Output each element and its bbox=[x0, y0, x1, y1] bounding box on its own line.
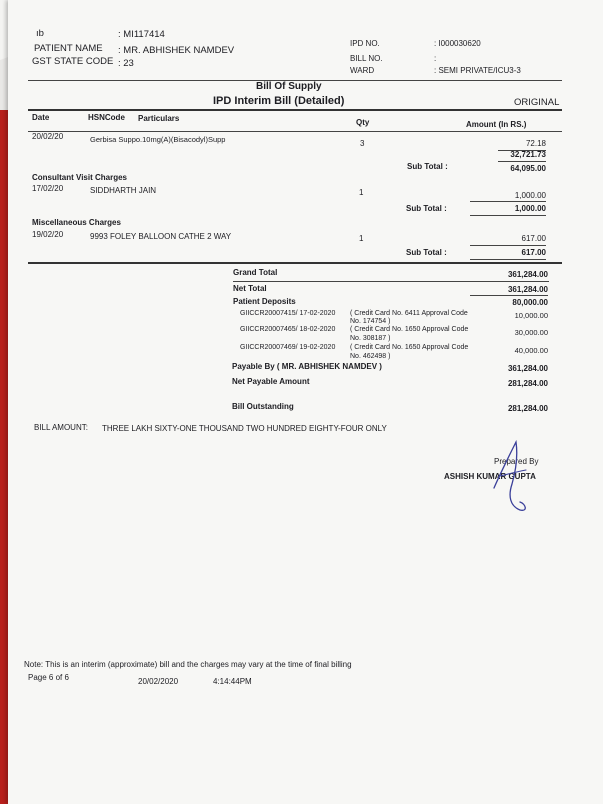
section-heading: Miscellaneous Charges bbox=[32, 218, 121, 227]
column-rule bbox=[28, 131, 562, 132]
item-qty: 1 bbox=[359, 234, 364, 243]
gst-state-code-value: : 23 bbox=[118, 58, 134, 69]
section-end-rule bbox=[28, 262, 562, 264]
item-qty: 1 bbox=[359, 188, 364, 197]
patient-name-label: PATIENT NAME bbox=[34, 43, 103, 54]
item-amount: 617.00 bbox=[521, 234, 546, 243]
patient-deposits-value: 80,000.00 bbox=[512, 298, 548, 307]
uhid-value: : MI117414 bbox=[118, 29, 165, 40]
document-subtitle: IPD Interim Bill (Detailed) bbox=[213, 95, 345, 107]
deposit-reference: GIICCR20007415/ 17-02-2020 bbox=[240, 310, 336, 317]
ipd-no-label: IPD NO. bbox=[350, 39, 380, 48]
deposit-detail: No. 174754 ) bbox=[350, 318, 391, 325]
bill-document bbox=[8, 0, 603, 804]
bill-outstanding-value: 281,284.00 bbox=[507, 404, 548, 413]
copy-label: ORIGINAL bbox=[514, 97, 560, 108]
item-particulars: 9993 FOLEY BALLOON CATHE 2 WAY bbox=[90, 232, 232, 241]
item-amount: 32,721.73 bbox=[510, 150, 546, 159]
column-particulars: Particulars bbox=[138, 114, 180, 123]
subtotal-value: 1,000.00 bbox=[514, 204, 546, 213]
deposit-reference: GIICCR20007469/ 19-02-2020 bbox=[240, 344, 336, 351]
signature bbox=[486, 436, 546, 514]
patient-deposits-label: Patient Deposits bbox=[233, 297, 296, 306]
ward-label: WARD bbox=[350, 66, 375, 75]
item-particulars: SIDDHARTH JAIN bbox=[90, 186, 157, 195]
ipd-no-value: : I000030620 bbox=[434, 39, 481, 48]
deposit-detail: ( Credit Card No. 1650 Approval Code bbox=[350, 326, 469, 333]
amount-rule bbox=[470, 259, 546, 260]
item-date: 17/02/20 bbox=[32, 184, 64, 193]
deposit-detail: No. 308187 ) bbox=[350, 335, 391, 342]
totals-rule bbox=[470, 295, 548, 296]
amount-rule bbox=[470, 215, 546, 216]
amount-rule bbox=[470, 201, 546, 202]
bill-no-value: : bbox=[434, 54, 437, 63]
prepared-by-name: ASHISH KUMAR GUPTA bbox=[444, 472, 536, 481]
subtotal-value: 617.00 bbox=[521, 248, 546, 257]
deposit-amount: 30,000.00 bbox=[514, 328, 548, 337]
item-amount: 1,000.00 bbox=[514, 191, 546, 200]
item-date: 20/02/20 bbox=[32, 132, 64, 141]
column-date: Date bbox=[32, 113, 50, 122]
page-number: Page 6 of 6 bbox=[28, 673, 69, 682]
subtotal-label: Sub Total : bbox=[407, 162, 448, 171]
totals-rule bbox=[233, 281, 549, 282]
interim-note: Note: This is an interim (approximate) bill and the charges may vary at the time of final billing bbox=[24, 660, 352, 669]
bill-no-label: BILL NO. bbox=[350, 54, 383, 63]
ward-value: : SEMI PRIVATE/ICU3-3 bbox=[434, 66, 521, 75]
print-time: 4:14:44PM bbox=[213, 677, 252, 686]
gst-state-code-label: GST STATE CODE bbox=[32, 56, 114, 67]
net-total-value: 361,284.00 bbox=[507, 285, 548, 294]
item-particulars: Gerbisa Suppo.10mg(A)(Bisacodyl)Supp bbox=[90, 135, 226, 144]
subtotal-value: 64,095.00 bbox=[510, 164, 546, 173]
bill-amount-words: THREE LAKH SIXTY-ONE THOUSAND TWO HUNDRED EIGHTY-FOUR ONLY bbox=[102, 424, 387, 433]
deposit-detail: No. 462498 ) bbox=[350, 353, 391, 360]
amount-rule bbox=[470, 245, 546, 246]
payable-by-value: 361,284.00 bbox=[507, 364, 548, 373]
subtotal-label: Sub Total : bbox=[406, 204, 447, 213]
bill-amount-label: BILL AMOUNT: bbox=[34, 423, 88, 432]
column-hsn-code: HSNCode bbox=[88, 113, 125, 122]
prepared-by-label: Prepared By bbox=[494, 457, 539, 466]
item-date: 19/02/20 bbox=[32, 230, 64, 239]
section-heading: Consultant Visit Charges bbox=[32, 173, 127, 182]
deposit-amount: 40,000.00 bbox=[514, 346, 548, 355]
item-amount: 72.18 bbox=[525, 139, 546, 148]
net-total-label: Net Total bbox=[233, 284, 267, 293]
deposit-reference: GIICCR20007465/ 18-02-2020 bbox=[240, 326, 336, 333]
payable-by-label: Payable By ( MR. ABHISHEK NAMDEV ) bbox=[232, 362, 382, 371]
deposit-amount: 10,000.00 bbox=[514, 311, 548, 320]
column-qty: Qty bbox=[356, 118, 370, 127]
item-qty: 3 bbox=[360, 139, 365, 148]
uhid-label: ıb bbox=[36, 28, 44, 39]
title-rule bbox=[28, 109, 562, 111]
column-amount: Amount (In RS.) bbox=[466, 120, 527, 129]
net-payable-value: 281,284.00 bbox=[507, 379, 548, 388]
bill-outstanding-label: Bill Outstanding bbox=[232, 402, 294, 411]
patient-name-value: : MR. ABHISHEK NAMDEV bbox=[118, 45, 235, 56]
document-title: Bill Of Supply bbox=[256, 81, 322, 92]
deposit-detail: ( Credit Card No. 6411 Approval Code bbox=[350, 310, 468, 317]
net-payable-label: Net Payable Amount bbox=[232, 377, 310, 386]
grand-total-label: Grand Total bbox=[233, 268, 278, 277]
grand-total-value: 361,284.00 bbox=[507, 270, 548, 279]
deposit-detail: ( Credit Card No. 1650 Approval Code bbox=[350, 344, 469, 351]
amount-rule bbox=[498, 161, 546, 162]
subtotal-label: Sub Total : bbox=[406, 248, 447, 257]
print-date: 20/02/2020 bbox=[138, 677, 179, 686]
